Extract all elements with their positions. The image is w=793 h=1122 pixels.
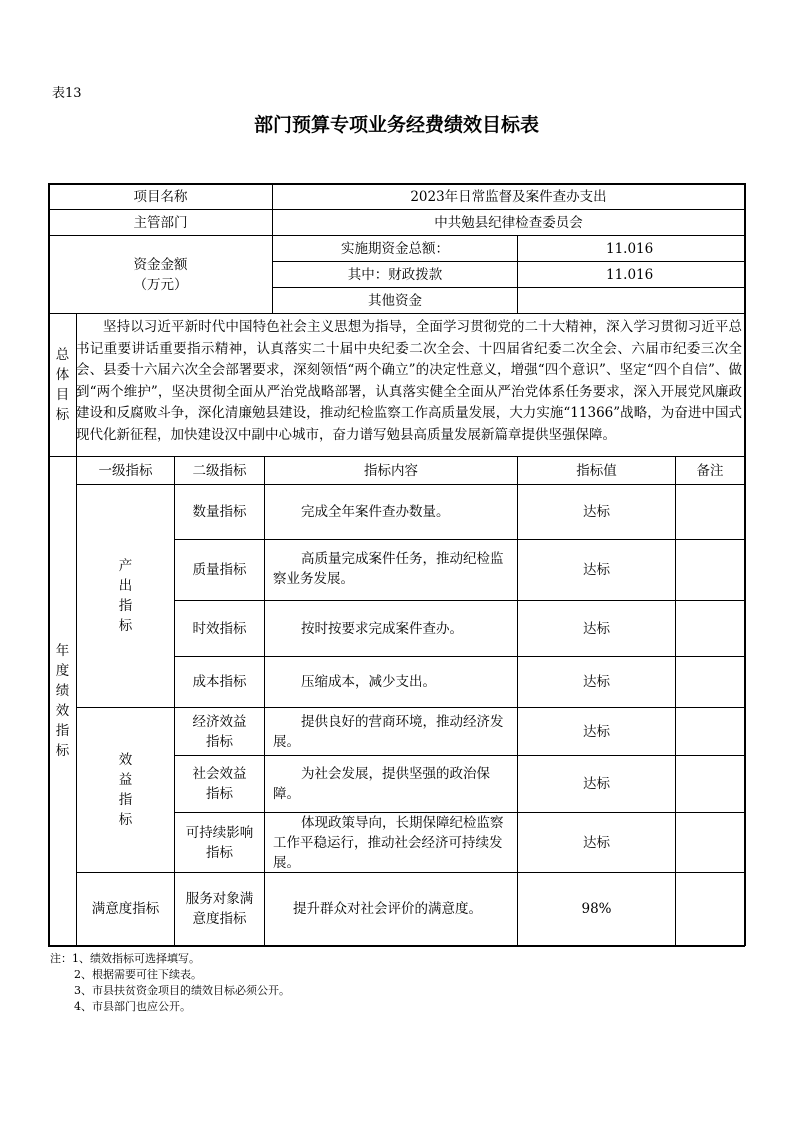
group-char: 标	[118, 812, 133, 828]
page-title: 部门预算专项业务经费绩效目标表	[253, 114, 539, 136]
row-value: 达标	[583, 723, 610, 740]
annual-label-char: 度	[55, 663, 70, 679]
row-remark	[676, 485, 744, 539]
group-char: 益	[118, 772, 133, 788]
overall-goal-char: 目	[55, 387, 70, 403]
annual-label-char: 指	[55, 723, 70, 739]
department-label: 主管部门	[133, 214, 188, 231]
row-value: 达标	[583, 674, 610, 690]
header-level2: 二级指标	[192, 462, 247, 479]
row-value: 98%	[581, 901, 612, 917]
group-output	[77, 485, 174, 707]
group-char: 指	[118, 598, 133, 614]
funds-other-value	[518, 288, 744, 313]
row-level2: 服务对象满意度指标	[185, 891, 254, 927]
row-value: 达标	[583, 504, 610, 520]
table-number: 表13	[52, 86, 82, 101]
row-remark	[676, 540, 744, 600]
funds-label-line1: 资金金额	[133, 256, 188, 273]
overall-goal-char: 体	[55, 367, 70, 383]
group-char: 产	[118, 558, 133, 574]
project-name-label: 项目名称	[133, 188, 188, 205]
note-4: 4、市县部门也应公开。	[74, 1000, 191, 1013]
row-content: 完成全年案件查办数量。	[301, 504, 450, 520]
annual-label-char: 标	[55, 743, 70, 759]
row-content: 按时按要求完成案件查办。	[301, 620, 463, 637]
annual-label-char: 绩	[55, 683, 70, 699]
header-value: 指标值	[576, 462, 617, 479]
row-level2: 成本指标	[192, 674, 247, 690]
overall-goal-text: 坚持以习近平新时代中国特色社会主义思想为指导，全面学习贯彻党的二十大精神，深入学习贯彻习近平总书记重要讲话重要指示精神，认真落实二十届中央纪委二次全会、十四届省纪委二次全会、六届市纪委三次全会、县委十六届六次全会部署要求，深刻领悟“两个确立”的决定性意义，增强“四个意识”、坚定“四个自信”、做到“两个维护”，坚决贯彻全面从严治党战略部署，认真落实健全全面从严治党体系任务要求，深入开展党风廉政建设和反腐败斗争，深化清廉勉县建设，推动纪检监察工作高质量发展，大力实施“11366”战略，为奋进中国式现代化新征程，加快建设汉中副中心城市，奋力谱写勉县高质量发展新篇章提供坚强保障。	[76, 319, 742, 443]
row-value: 达标	[583, 776, 610, 792]
row-content: 压缩成本，减少支出。	[301, 674, 436, 690]
header-level1: 一级指标	[98, 462, 153, 479]
row-remark	[676, 657, 744, 707]
row-remark	[676, 601, 744, 656]
row-value: 达标	[583, 620, 610, 637]
row-value: 达标	[583, 562, 610, 578]
row-remark	[676, 756, 744, 812]
row-remark	[676, 813, 744, 872]
funds-label	[49, 236, 272, 313]
funds-total-label: 实施期资金总额：	[341, 240, 449, 257]
note-2: 2、根据需要可往下续表。	[74, 968, 202, 981]
row-content: 提升群众对社会评价的满意度。	[293, 901, 482, 917]
group-char: 标	[118, 618, 133, 634]
annual-indicators-label	[49, 457, 76, 945]
row-content: 高质量完成案件任务，推动纪检监察业务发展。	[273, 551, 504, 587]
group-char: 出	[118, 578, 133, 594]
overall-goal-char: 标	[55, 407, 70, 423]
row-value: 达标	[583, 834, 610, 851]
row-level2: 时效指标	[192, 620, 247, 637]
overall-goal-label	[49, 314, 76, 456]
header-remark: 备注	[696, 462, 724, 479]
overall-goal-char: 总	[55, 347, 70, 363]
row-level2: 数量指标	[192, 504, 247, 520]
row-level2: 质量指标	[192, 562, 247, 578]
funds-other-label: 其他资金	[368, 292, 422, 309]
annual-label-char: 年	[55, 643, 70, 659]
note-1: 注：1、绩效指标可选择填写。	[50, 952, 200, 965]
funds-fiscal-value: 11.016	[606, 266, 654, 283]
row-level2: 社会效益指标	[192, 766, 247, 802]
note-3: 3、市县扶贫资金项目的绩效目标必须公开。	[74, 984, 290, 997]
row-remark	[676, 873, 744, 945]
row-level2: 可持续影响指标	[185, 824, 254, 861]
row-remark	[676, 708, 744, 755]
row-content: 提供良好的营商环境，推动经济发展。	[273, 714, 504, 750]
funds-total-value: 11.016	[606, 240, 654, 257]
group-char: 效	[118, 752, 133, 768]
row-content: 体现政策导向，长期保障纪检监察工作平稳运行，推动社会经济可持续发展。	[273, 815, 504, 871]
row-level2: 经济效益指标	[192, 713, 247, 750]
funds-label-line2: （万元）	[133, 276, 188, 293]
header-content: 指标内容	[364, 462, 418, 479]
group-char: 指	[118, 792, 133, 808]
project-name-value: 2023年日常监督及案件查办支出	[410, 188, 607, 205]
department-value: 中共勉县纪律检查委员会	[434, 214, 583, 231]
group-benefit	[77, 708, 174, 872]
row-content: 为社会发展，提供坚强的政治保障。	[273, 766, 490, 802]
group-satisfaction: 满意度指标	[91, 901, 160, 917]
funds-fiscal-label: 其中：财政拨款	[347, 266, 443, 283]
annual-label-char: 效	[55, 703, 70, 719]
